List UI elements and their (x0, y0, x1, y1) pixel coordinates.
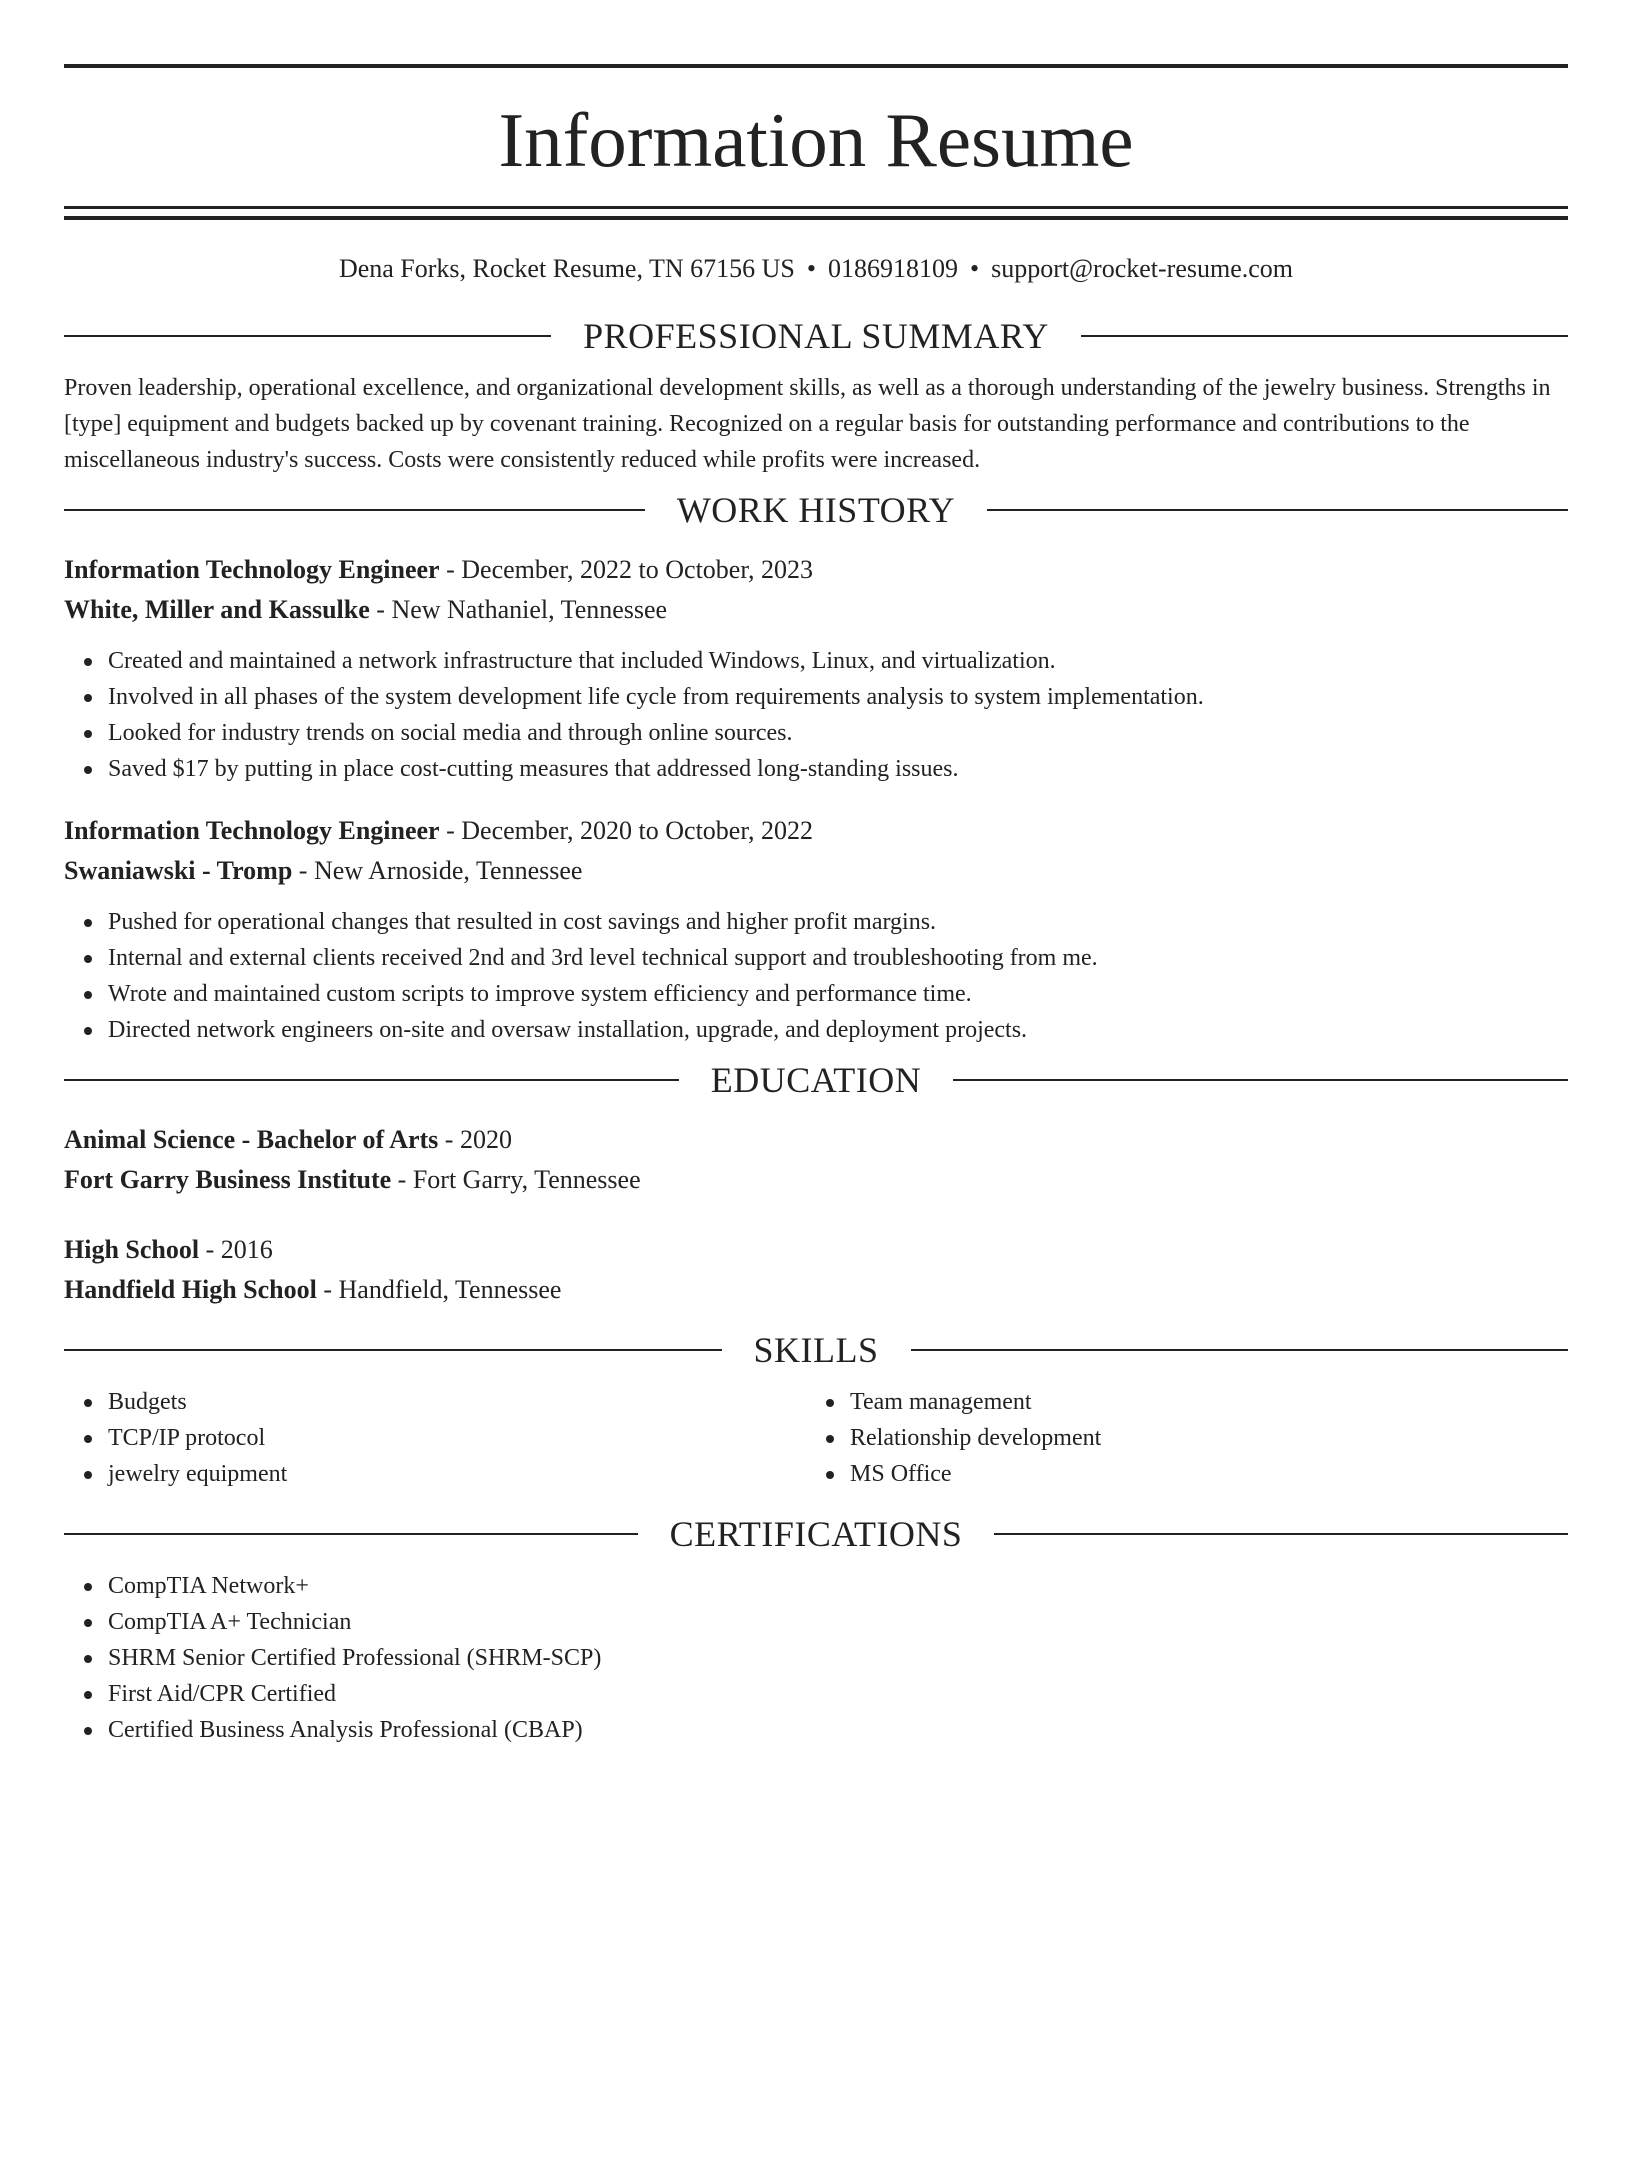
work-heading-label: WORK HISTORY (676, 490, 956, 530)
bullet-icon (84, 1027, 92, 1035)
bullet-icon (84, 1583, 92, 1591)
job-title-line (64, 550, 1568, 590)
bullet-icon (84, 1399, 92, 1407)
education-heading-label: EDUCATION (710, 1060, 922, 1100)
list-item (108, 1456, 806, 1492)
list-item (108, 976, 1568, 1012)
certifications-heading-label: CERTIFICATIONS (669, 1514, 963, 1554)
heading-rule (64, 509, 645, 511)
list-item (108, 1012, 1568, 1048)
bullet-text: Directed network engineers on-site and oversaw installation, upgrade, and deployment projects. (108, 1017, 1028, 1043)
skills-list (64, 1384, 806, 1492)
job-location: - New Nathaniel, Tennessee (369, 595, 668, 624)
degree-name: High School (64, 1235, 200, 1264)
bullet-icon (84, 955, 92, 963)
bullet-text: Pushed for operational changes that resulted in cost savings and higher profit margins. (108, 909, 937, 935)
job-entry (64, 811, 1568, 1048)
job-dates: - December, 2022 to October, 2023 (439, 555, 813, 584)
school-line (64, 1270, 1568, 1310)
job-company-line (64, 851, 1568, 891)
degree-line (64, 1120, 1568, 1160)
job-title: Information Technology Engineer (64, 816, 440, 845)
bullet-text: Wrote and maintained custom scripts to improve system efficiency and performance time. (108, 981, 972, 1007)
resume-title: Information Resume (498, 97, 1134, 183)
job-bullet-list (64, 643, 1568, 787)
list-item (108, 715, 1568, 751)
education-entry (64, 1230, 1568, 1310)
heading-rule (1081, 335, 1568, 337)
certification-text: CompTIA Network+ (108, 1573, 309, 1599)
heading-rule (911, 1349, 1569, 1351)
bullet-icon (84, 694, 92, 702)
heading-rule (64, 1079, 679, 1081)
contact-phone: 0186918109 (828, 254, 958, 283)
resume-page (0, 64, 1632, 2176)
degree-line (64, 1230, 1568, 1270)
bullet-icon (84, 1691, 92, 1699)
list-item (850, 1456, 1548, 1492)
job-title-line (64, 811, 1568, 851)
skill-text: MS Office (850, 1461, 952, 1487)
job-company-line (64, 590, 1568, 630)
contact-separator: • (806, 254, 816, 283)
list-item (108, 1712, 1568, 1748)
list-item (850, 1420, 1548, 1456)
skill-text: Budgets (108, 1389, 187, 1415)
job-company: White, Miller and Kassulke (64, 595, 370, 624)
certifications-section-heading (64, 1514, 1568, 1554)
job-title: Information Technology Engineer (64, 555, 440, 584)
bullet-icon (826, 1435, 834, 1443)
skills-heading-label: SKILLS (753, 1330, 879, 1370)
heading-rule (64, 1533, 638, 1535)
list-item (108, 1384, 806, 1420)
bullet-text: Saved $17 by putting in place cost-cutting measures that addressed long-standing issues. (108, 756, 959, 782)
school-line (64, 1160, 1568, 1200)
bullet-icon (84, 1655, 92, 1663)
education-entry (64, 1120, 1568, 1200)
skills-column-right (806, 1384, 1548, 1492)
bullet-text: Created and maintained a network infrastructure that included Windows, Linux, and virtualization. (108, 648, 1056, 674)
bullet-text: Involved in all phases of the system development life cycle from requirements analysis to system implementation. (108, 684, 1204, 710)
skills-grid (64, 1384, 1568, 1492)
skills-list (806, 1384, 1548, 1492)
skill-text: Relationship development (850, 1425, 1102, 1451)
summary-text: Proven leadership, operational excellence, and organizational development skills, as well as a thorough understanding of the jewelry business. Strengths in [type] equipment and budgets backed up by covenant training. Recognized on a regular basis for outstanding performance and contributions to the miscellaneous industry's success. Costs were consistently reduced while profits were increased. (64, 375, 1551, 473)
work-section-heading (64, 490, 1568, 530)
list-item (108, 904, 1568, 940)
bullet-icon (84, 1727, 92, 1735)
degree-year: - 2016 (199, 1235, 273, 1264)
top-rule (64, 64, 1568, 68)
list-item (108, 1568, 1568, 1604)
bullet-icon (84, 658, 92, 666)
skill-text: jewelry equipment (108, 1461, 288, 1487)
certification-text: First Aid/CPR Certified (108, 1681, 337, 1707)
skills-column-left (64, 1384, 806, 1492)
bullet-icon (84, 919, 92, 927)
bullet-icon (84, 1435, 92, 1443)
heading-rule (953, 1079, 1568, 1081)
bullet-icon (84, 766, 92, 774)
list-item (108, 1640, 1568, 1676)
bullet-icon (84, 730, 92, 738)
education-section-heading (64, 1060, 1568, 1100)
skill-text: Team management (850, 1389, 1032, 1415)
list-item (850, 1384, 1548, 1420)
degree-name: Animal Science - Bachelor of Arts (64, 1125, 439, 1154)
heading-rule (64, 1349, 722, 1351)
certification-text: SHRM Senior Certified Professional (SHRM-SCP) (108, 1645, 602, 1671)
bullet-icon (84, 1471, 92, 1479)
list-item (108, 1420, 806, 1456)
list-item (108, 751, 1568, 787)
school-location: - Fort Garry, Tennessee (391, 1165, 641, 1194)
school-name: Fort Garry Business Institute (64, 1165, 392, 1194)
list-item (108, 1604, 1568, 1640)
summary-section-heading (64, 316, 1568, 356)
contact-separator: • (970, 254, 980, 283)
job-company: Swaniawski - Tromp (64, 856, 293, 885)
list-item (108, 1676, 1568, 1712)
skill-text: TCP/IP protocol (108, 1425, 266, 1451)
contact-email: support@rocket-resume.com (991, 254, 1294, 283)
heading-rule (64, 335, 551, 337)
heading-rule (994, 1533, 1568, 1535)
job-bullet-list (64, 904, 1568, 1048)
skills-section-heading (64, 1330, 1568, 1370)
bullet-icon (826, 1471, 834, 1479)
list-item (108, 940, 1568, 976)
school-name: Handfield High School (64, 1275, 317, 1304)
contact-line (64, 254, 1568, 284)
bullet-icon (84, 1619, 92, 1627)
bullet-text: Looked for industry trends on social media and through online sources. (108, 720, 793, 746)
job-entry (64, 550, 1568, 787)
bullet-text: Internal and external clients received 2nd and 3rd level technical support and troubleshooting from me. (108, 945, 1098, 971)
certification-text: Certified Business Analysis Professional (CBAP) (108, 1717, 583, 1743)
school-location: - Handfield, Tennessee (316, 1275, 562, 1304)
job-dates: - December, 2020 to October, 2022 (439, 816, 813, 845)
contact-address: Dena Forks, Rocket Resume, TN 67156 US (338, 254, 795, 283)
bullet-icon (826, 1399, 834, 1407)
heading-rule (987, 509, 1568, 511)
bullet-icon (84, 991, 92, 999)
title-double-rule (64, 206, 1568, 220)
job-location: - New Arnoside, Tennessee (292, 856, 583, 885)
list-item (108, 643, 1568, 679)
list-item (108, 679, 1568, 715)
summary-heading-label: PROFESSIONAL SUMMARY (583, 316, 1049, 356)
degree-year: - 2020 (438, 1125, 512, 1154)
certification-text: CompTIA A+ Technician (108, 1609, 352, 1635)
certifications-list (64, 1568, 1568, 1748)
